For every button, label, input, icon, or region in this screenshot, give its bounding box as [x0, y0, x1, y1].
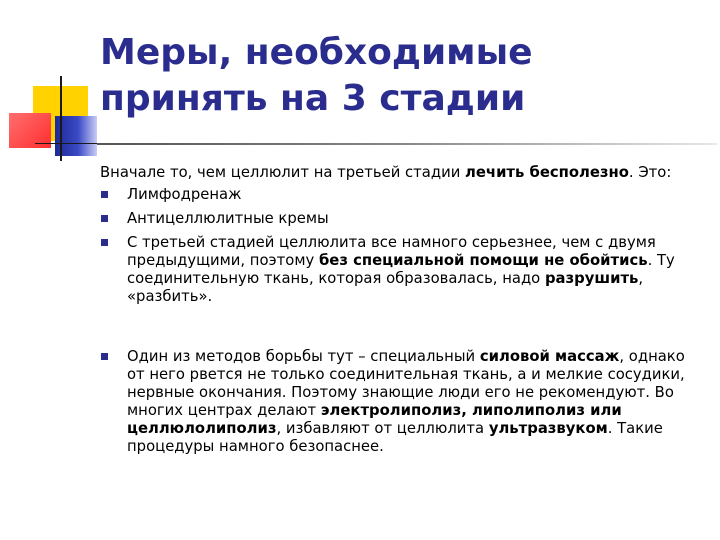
slide-body [100, 164, 700, 462]
intro-text-2: . Это: [628, 164, 672, 181]
bullet-text: Антицеллюлитные кремы [127, 210, 329, 227]
bullet-text-1: Один из методов борьбы тут – специальный [127, 348, 480, 365]
bullet-bold-1: силовой массаж [479, 348, 620, 365]
intro-text-1: Вначале то, чем целлюлит на третьей стадии [100, 164, 466, 181]
decor-vertical-line [60, 76, 62, 161]
bullet-bold-1: без специальной помощи не обойтись [318, 252, 648, 269]
bullet-text-3: , избавляют от целлюлита [276, 420, 489, 437]
title-line-2: принять на 3 стадии [100, 78, 526, 119]
bullet-text-1: С третьей стадией целлюлита все намного серьезнее, чем с двумя предыдущими, поэтому [127, 234, 656, 269]
title-line-1: Меры, необходимые [100, 32, 533, 73]
square-bullet-icon [101, 353, 108, 360]
square-bullet-icon [101, 191, 108, 198]
bullet-item-lymphodrainage [100, 186, 700, 204]
bullet-bold-2: разрушить [544, 270, 639, 287]
bullet-item-third-stage [100, 234, 700, 306]
decor-horizontal-line-left [35, 143, 97, 144]
bullet-item-methods [100, 348, 700, 456]
title-divider-line [97, 143, 717, 145]
square-bullet-icon [101, 215, 108, 222]
bullet-bold-3: ультразвуком [488, 420, 608, 437]
bullet-item-creams [100, 210, 700, 228]
bullet-text-2: , однако от него рвется не только соединительная ткань, а и мелкие сосудики, нервные окончания. Поэтому знающие люди его не рекомендуют. Во многих центрах делают [127, 348, 685, 419]
bullet-text-4: . Такие процедуры намного безопаснее. [127, 420, 663, 455]
slide-title [100, 30, 700, 122]
bullet-text: Лимфодренаж [127, 186, 242, 203]
list-spacer [100, 312, 700, 342]
bullet-text-3: , «разбить». [127, 270, 644, 305]
bullet-bold-2: электролиполиз, липолиполиз или целлюлолиполиз [127, 402, 622, 437]
bullet-text-2: . Ту соединительную ткань, которая образовалась, надо [127, 252, 675, 287]
intro-paragraph [100, 164, 700, 182]
bullet-list [100, 186, 700, 456]
intro-bold-1: лечить бесполезно [465, 164, 629, 181]
square-bullet-icon [101, 239, 108, 246]
